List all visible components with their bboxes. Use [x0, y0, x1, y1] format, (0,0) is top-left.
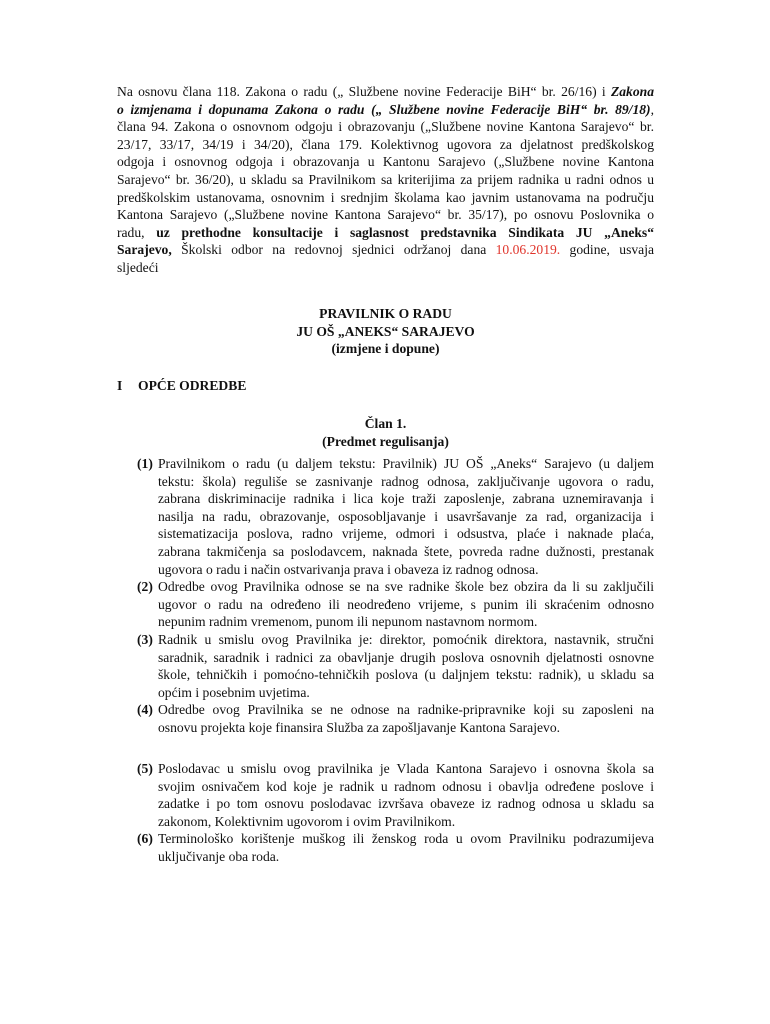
preamble-line — [117, 241, 654, 259]
paragraph-line: Odredbe ovog Pravilnika se ne odnose na radnike-pripravnike koji su zaposleni na — [158, 702, 654, 718]
preamble-line: Kantona Sarajevo („Službene novine Kantona Sarajevo“ br. 35/17), po osnovu Poslovnika o — [117, 207, 654, 223]
article-paragraphs — [137, 760, 654, 866]
paragraph-line: saradnik, saradnik i radnici za obavljanje drugih poslova osnovnih djelatnosti osnovne — [158, 649, 654, 665]
title-institution: JU OŠ „ANEKS“ SARAJEVO — [296, 323, 475, 339]
article-label: Član 1. — [364, 416, 407, 431]
preamble-line — [117, 224, 654, 242]
section-heading — [117, 377, 246, 395]
paragraph-number: (4) — [137, 702, 153, 718]
paragraph-line: ugovora o radu i način ostvarivanja prava i obaveza iz radnog odnosa. — [158, 561, 539, 577]
paragraph-line: Odredbe ovog Pravilnika odnose se na sve radnike škole bez obzira da li su zaključili — [158, 579, 654, 595]
article-paragraphs — [137, 455, 654, 737]
paragraph-line: Terminološko korištenje muškog ili ženskog roda u ovom Pravilniku podrazumijeva — [158, 831, 654, 847]
paragraph-text — [158, 701, 654, 736]
preamble-law-reference: Zakona — [610, 84, 654, 99]
paragraph-text — [158, 830, 654, 865]
paragraph-item — [137, 631, 654, 701]
session-date: 10.06.2019. — [495, 242, 561, 258]
paragraph-line: tekstu: škola) reguliše se zasnivanje radnog odnosa, zaključivanje ugovora o radu, — [158, 473, 654, 489]
document-title — [117, 305, 654, 358]
paragraph-line: općim i posebnim uvjetima. — [158, 684, 310, 700]
preamble-line — [117, 101, 654, 119]
paragraph-item — [137, 830, 654, 865]
preamble-line: predškolskim ustanovama, osnovnim i srednjim školama kao javnim ustanovama na području — [117, 189, 654, 205]
preamble-line: sljedeći — [117, 259, 159, 275]
preamble-union-consent: Sarajevo, — [117, 242, 172, 258]
preamble-line — [117, 83, 654, 101]
article-subtitle: (Predmet regulisanja) — [322, 433, 449, 449]
section-number: I — [117, 378, 123, 393]
paragraph-item — [137, 455, 654, 578]
paragraph-line: Pravilnikom o radu (u daljem tekstu: Pravilnik) JU OŠ „Aneks“ Sarajevo (u daljem — [158, 456, 654, 471]
paragraph-line: uključivanje oba roda. — [158, 848, 280, 864]
section-title: OPĆE ODREDBE — [138, 378, 247, 393]
paragraph-line: zabrana takmičenja sa poslodavcem, naknada štete, povreda radne dužnosti, prestanak — [158, 543, 654, 559]
preamble-paragraph — [117, 83, 654, 277]
preamble-line: Sarajevo“ br. 36/20), u skladu sa Pravilnikom sa kriterijima za prijem radnika u radni odnos u — [117, 171, 654, 187]
paragraph-text — [158, 578, 654, 631]
paragraph-line: sistematizacija poslova, radno vrijeme, odmori i odsustva, plaće i naknade plaća, — [158, 526, 654, 542]
preamble-line: odgoja i osnovnog odgoja i obrazovanja u Kantonu Sarajevo („Službene novine Kantona — [117, 154, 654, 170]
preamble-line: 23/17, 33/17, 34/19 i 34/20), člana 179. Kolektivnog ugovora za djelatnost predškolskog — [117, 136, 654, 152]
paragraph-number: (6) — [137, 831, 153, 847]
paragraph-line: ugovor o radu na određeno ili neodređeno vrijeme, s punim ili skraćenim odnosno — [158, 596, 654, 612]
paragraph-line: Radnik u smislu ovog Pravilnika je: direktor, pomoćnik direktora, nastavnik, stručni — [158, 631, 654, 647]
paragraph-number: (3) — [137, 631, 153, 647]
paragraph-item — [137, 578, 654, 631]
paragraph-item — [137, 701, 654, 736]
paragraph-line: škole, tehničkih i pomoćno-tehničkih poslova (u daljnjem tekstu: radnik), u skladu sa — [158, 667, 654, 683]
preamble-text: Na osnovu člana 118. Zakona o radu („ Službene novine Federacije BiH“ br. 26/16) i — [117, 84, 611, 99]
paragraph-line: zadatke i po tom osnovu poslodavac izvršava obaveze iz radnog odnosa u skladu sa — [158, 796, 654, 812]
preamble-line: člana 94. Zakona o osnovnom odgoju i obrazovanju („Službene novine Kantona Sarajevo“ br. — [117, 119, 654, 135]
title-line: PRAVILNIK O RADU — [319, 306, 452, 321]
title-subtitle: (izmjene i dopune) — [331, 341, 440, 357]
paragraph-line: Poslodavac u smislu ovog pravilnika je Vlada Kantona Sarajevo i osnovna škola sa — [158, 761, 654, 776]
preamble-text: , — [650, 101, 654, 117]
preamble-law-reference: o izmjenama i dopunama Zakona o radu („ Službene novine Federacije BiH“ br. 89/18) — [117, 101, 651, 117]
paragraph-text — [158, 631, 654, 701]
paragraph-line: nepunim radnim vremenom, punom ili nepunom nastavnom normom. — [158, 614, 538, 630]
paragraph-item — [137, 760, 654, 830]
paragraph-line: zabrana diskriminacije radnika i lica koje traži zaposlenje, zabrana uznemiravanja i — [158, 491, 654, 507]
paragraph-text — [158, 455, 654, 578]
paragraph-number: (5) — [137, 761, 153, 776]
preamble-text: godine, usvaja — [560, 242, 655, 258]
paragraph-text — [158, 760, 654, 830]
paragraph-number: (2) — [137, 579, 153, 595]
article-heading — [117, 415, 654, 450]
preamble-union-consent: uz prethodne konsultacije i saglasnost predstavnika Sindikata JU „Aneks“ — [156, 224, 654, 240]
paragraph-line: osnovu projekta koje finansira Služba za zapošljavanje Kantona Sarajevo. — [158, 719, 561, 735]
preamble-text: Školski odbor na redovnoj sjednici održanoj dana — [171, 242, 496, 258]
preamble-text: radu, — [117, 224, 157, 240]
paragraph-number: (1) — [137, 456, 153, 471]
paragraph-line: nasilja na radu, obrazovanje, osposobljavanje i usavršavanje za rad, organizacija i — [158, 508, 654, 524]
paragraph-line: svojim osnivačem kod koje je radnik u radnom odnosu i obavlja određene poslove i — [158, 778, 654, 794]
paragraph-line: zakonom, Kolektivnim ugovorom i ovim Pravilnikom. — [158, 813, 456, 829]
